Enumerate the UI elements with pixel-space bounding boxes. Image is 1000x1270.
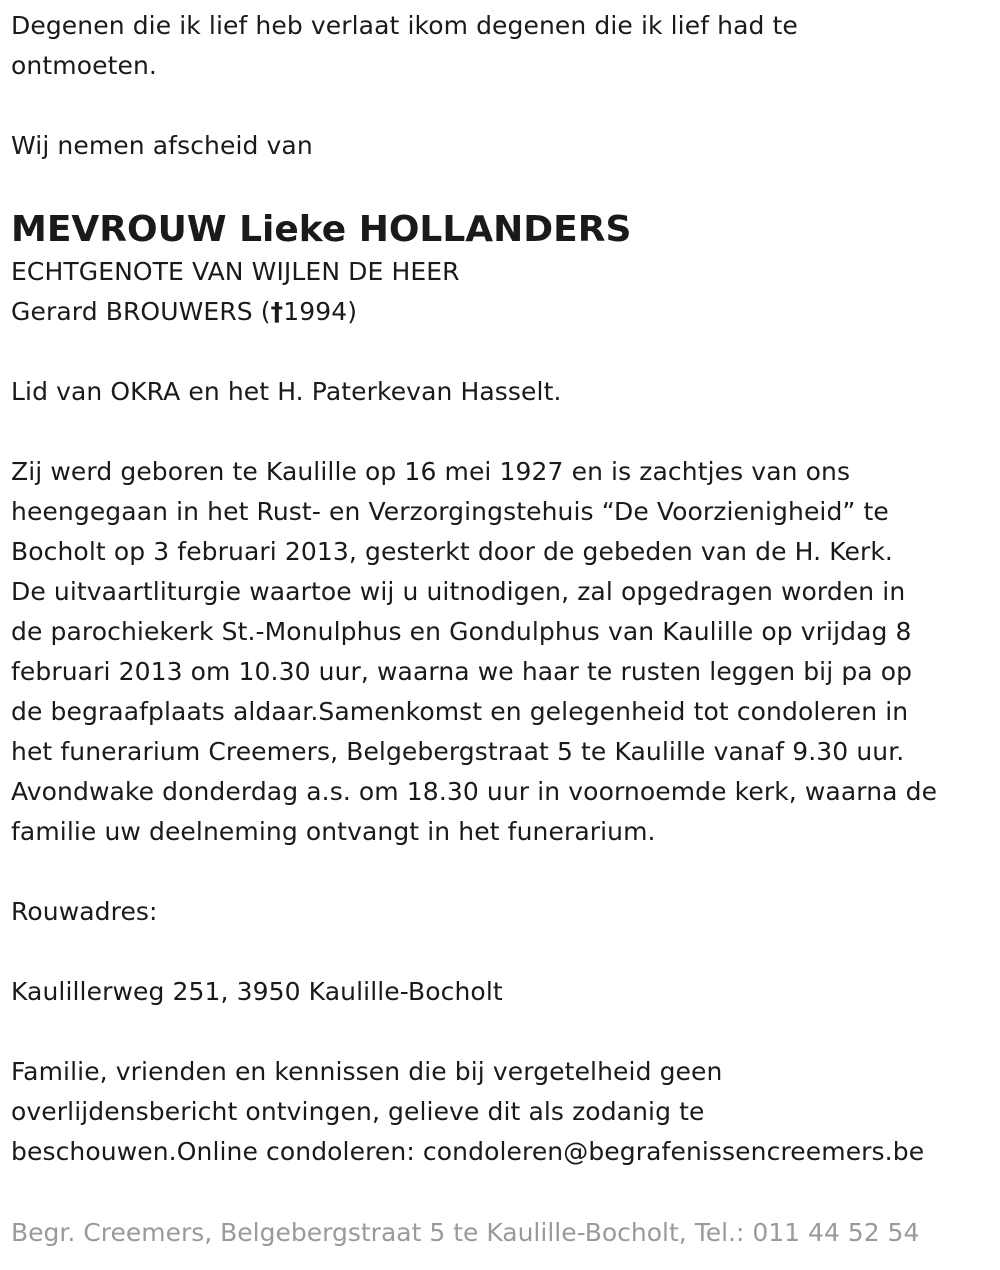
announcement-line: de parochiekerk St.-Monulphus en Gondulphus van Kaulille op vrijdag 8	[11, 617, 912, 646]
farewell-text: Wij nemen afscheid van	[11, 131, 313, 160]
announcement-line: Avondwake donderdag a.s. om 18.30 uur in voornoemde kerk, waarna de	[11, 777, 938, 806]
intro-line-2: ontmoeten.	[11, 51, 157, 80]
announcement-line: familie uw deelneming ontvangt in het funerarium.	[11, 817, 656, 846]
spacer	[11, 1012, 991, 1052]
spouse-name: Gerard BROUWERS (	[11, 297, 271, 326]
announcement-line: Zij werd geboren te Kaulille op 16 mei 1927 en is zachtjes van ons	[11, 457, 851, 486]
announcement-line: februari 2013 om 10.30 uur, waarna we haar te rusten leggen bij pa op	[11, 657, 913, 686]
funeral-home-footer: Begr. Creemers, Belgebergstraat 5 te Kaulille-Bocholt, Tel.: 011 44 52 54	[11, 1218, 920, 1247]
deceased-name: MEVROUW Lieke HOLLANDERS	[11, 209, 632, 250]
relation-text: ECHTGENOTE VAN WIJLEN DE HEER	[11, 257, 460, 286]
announcement-line: de begraafplaats aldaar.Samenkomst en gelegenheid tot condoleren in	[11, 697, 909, 726]
spacer	[11, 852, 991, 892]
spacer	[11, 412, 991, 452]
closing-line: Familie, vrienden en kennissen die bij vergetelheid geen	[11, 1057, 723, 1086]
spouse-line	[11, 292, 991, 332]
spacer	[11, 932, 991, 972]
announcement-paragraph	[11, 452, 991, 852]
closing-line: overlijdensbericht ontvingen, gelieve dit als zodanig te	[11, 1097, 705, 1126]
announcement-line: Bocholt op 3 februari 2013, gesterkt door de gebeden van de H. Kerk.	[11, 537, 893, 566]
announcement-line: heengegaan in het Rust- en Verzorgingstehuis “De Voorzienigheid” te	[11, 497, 889, 526]
cross-icon: †	[270, 297, 284, 326]
mourning-address-label: Rouwadres:	[11, 897, 158, 926]
announcement-line: De uitvaartliturgie waartoe wij u uitnodigen, zal opgedragen worden in	[11, 577, 906, 606]
membership-text: Lid van OKRA en het H. Paterkevan Hasselt.	[11, 377, 562, 406]
closing-paragraph	[11, 1052, 991, 1172]
spacer	[11, 332, 991, 372]
obituary-document	[11, 6, 991, 1172]
closing-line: beschouwen.Online condoleren: condoleren@begrafenissencreemers.be	[11, 1137, 925, 1166]
spacer	[11, 166, 991, 206]
mourning-address: Kaulillerweg 251, 3950 Kaulille-Bocholt	[11, 977, 503, 1006]
spacer	[11, 86, 991, 126]
announcement-line: het funerarium Creemers, Belgebergstraat 5 te Kaulille vanaf 9.30 uur.	[11, 737, 905, 766]
intro-line-1: Degenen die ik lief heb verlaat ikom degenen die ik lief had te	[11, 11, 798, 40]
spouse-year: 1994)	[283, 297, 358, 326]
